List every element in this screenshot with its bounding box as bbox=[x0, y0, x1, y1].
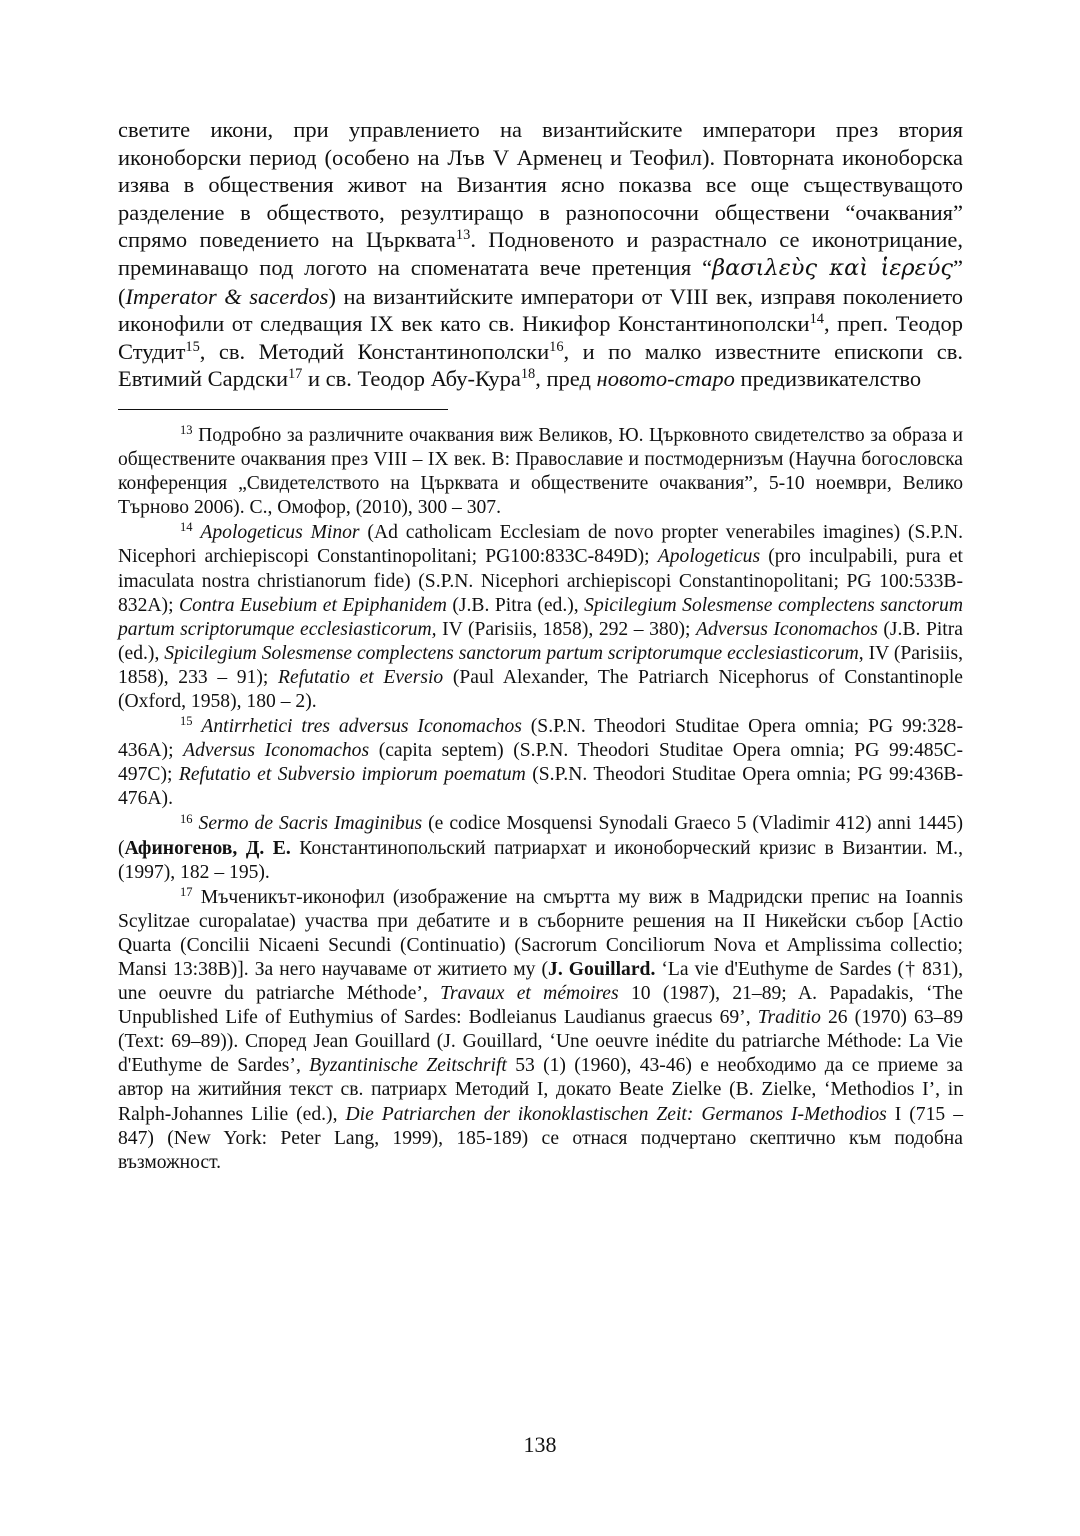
footnote-text: 53 (1) (1960), 43-46) е необходимо да се приеме за автор на житийния текст св. патриарх Методий I, докато Beate Zielke (B. Zielke, ‘Methodios I’, in Ralph-Johannes Lilie (ed.), bbox=[118, 1055, 963, 1125]
footnote-text: (S.P.N. Theodori Studitae Opera omnia; PG 99:328-436A); bbox=[118, 716, 963, 762]
footnote-ref-17[interactable]: 17 bbox=[287, 366, 303, 383]
emphasis-phrase: новото-старо bbox=[596, 366, 735, 392]
footnote-text: (e codice Mosquensi Synodali Graeco 5 (Vladimir 412) anni 1445) ( bbox=[118, 813, 963, 859]
footnote-title: Adversus Iconomachos bbox=[183, 740, 370, 762]
footnote-title: Antirrhetici tres adversus Iconomachos bbox=[201, 716, 522, 738]
footnote-author: Афиногенов, Д. Е. bbox=[124, 837, 291, 859]
footnote-number: 17 bbox=[180, 884, 193, 899]
footnote-divider bbox=[118, 409, 448, 410]
page-content bbox=[118, 116, 963, 1176]
body-text-span: . Подновеното и разрастнало се иконотрицание, преминаващо под логото на споменатата вече претенция “ bbox=[118, 227, 964, 280]
footnote-title: Spicilegium Solesmense complectens sanctorum partum scriptorumque ecclesiasticorum bbox=[164, 642, 859, 664]
greek-phrase: βασιλεὺς καὶ ἱερεύς bbox=[712, 254, 953, 281]
body-text-span: светите икони, при управлението на византийските императори през втория иконоборски период (особено на Лъв V Арменец и Теофил). Повторната иконоборска изява в обществения живот на Византия ясно показва все още съществуващото разделение в обществото, резултиращо в разнопосочни обществени “очаквания” спрямо поведението на Църквата bbox=[118, 117, 963, 253]
footnote-text: I (715 – 847) (New York: Peter Lang, 1999), 185-189) се отнася подчертано скептично към подобна възможност. bbox=[118, 1103, 963, 1173]
body-text-span: , преп. Теодор Студит bbox=[118, 311, 963, 364]
footnote-16 bbox=[118, 812, 963, 884]
footnote-text: 10 (1987), 21–89; A. Papadakis, ‘The Unpublished Life of Euthymius of Sardes: Bodleianus Laudianus graecus 69’, bbox=[118, 983, 963, 1029]
footnote-17 bbox=[118, 886, 963, 1175]
footnote-title: Sermo de Sacris Imaginibus bbox=[198, 813, 423, 835]
footnote-text: Константинопольский патриархат и иконоборческий кризис в Византии. М., (1997), 182 – 195). bbox=[118, 837, 963, 883]
footnote-text: Подробно за различните очаквания виж Великов, Ю. Църковното свидетелство за образа и обществените очаквания през VIII – IX век. В: Православие и постмодернизъм (Научна богословска конференция „Свидетелството на Църквата и обществените очаквания”, 5-10 ноември, Велико Търново 2006). С., Омофор, (2010), 300 – 307. bbox=[118, 424, 963, 519]
body-text-span: , и по малко известните епископи св. Евтимий Сардски bbox=[118, 338, 964, 392]
footnote-title: Apologeticus bbox=[657, 546, 761, 568]
footnote-title: Adversus Iconomachos bbox=[696, 618, 878, 640]
latin-phrase: Imperator & sacerdos bbox=[125, 283, 329, 309]
footnote-text: , IV (Parisiis, 1858), 233 – 91); bbox=[118, 642, 963, 688]
footnote-text: (capita septem) (S.P.N. Theodori Studitae Opera omnia; PG 99:485C-497C); bbox=[118, 740, 963, 786]
footnote-text: ‘La vie d'Euthyme de Sardes († 831), une oeuvre du patriarche Méthode’, bbox=[118, 959, 963, 1005]
footnote-title: Travaux et mémoires bbox=[440, 983, 619, 1005]
body-text-span: , св. Методий Константинополски bbox=[199, 338, 550, 364]
footnote-ref-14[interactable]: 14 bbox=[809, 311, 824, 328]
body-text-span: ) на византийските императори от VIII век, изправя поколението иконофили от следващия IX век като св. Никифор Константинополски bbox=[118, 283, 963, 337]
footnote-13 bbox=[118, 424, 963, 520]
footnote-text: (S.P.N. Theodori Studitae Opera omnia; PG 99:436B-476A). bbox=[118, 764, 964, 810]
footnote-number: 13 bbox=[180, 423, 193, 438]
footnote-title: Byzantinische Zeitschrift bbox=[309, 1055, 507, 1077]
body-text-span: предизвикателство bbox=[734, 366, 922, 392]
footnote-text: 26 (1970) 63–89 (Text: 69–89)). Според Jean Gouillard (J. Gouillard, ‘Une oeuvre inédite du patriarche Méthode: La Vie d'Euthyme de Sardes’, bbox=[118, 1007, 964, 1077]
footnote-ref-15[interactable]: 15 bbox=[185, 338, 200, 355]
footnote-text: IV (Parisiis, 1858), 292 – 380); bbox=[436, 618, 696, 640]
footnote-title: Contra Eusebium et Epiphanidem bbox=[179, 594, 447, 616]
footnote-title: Die Patriarchen der ikonoklastischen Zeit: Germanos I-Methodios bbox=[345, 1103, 887, 1125]
footnote-number: 16 bbox=[180, 811, 193, 826]
footnote-title: Apologeticus Minor bbox=[200, 522, 360, 544]
body-text-span: , пред bbox=[535, 366, 597, 392]
footnote-ref-16[interactable]: 16 bbox=[549, 338, 564, 355]
main-paragraph bbox=[118, 116, 963, 393]
footnote-number: 14 bbox=[180, 520, 193, 535]
footnote-title: Traditio bbox=[757, 1007, 821, 1029]
page-number: 138 bbox=[523, 1432, 557, 1457]
footnote-14 bbox=[118, 521, 963, 714]
footnote-text: (J.B. Pitra (ed.), bbox=[446, 594, 585, 616]
footnote-15 bbox=[118, 715, 963, 811]
footnote-text: (Ad catholicam Ecclesiam de novo propter venerabiles imagines) (S.P.N. Nicephori archiepiscopi Constantinopolitani; PG100:833C-849D); bbox=[118, 522, 963, 568]
footnote-text: (Paul Alexander, The Patriarch Nicephorus of Constantinople (Oxford, 1958), 180 – 2). bbox=[118, 666, 964, 712]
footnote-ref-18[interactable]: 18 bbox=[520, 366, 536, 383]
body-text-span: ” ( bbox=[118, 254, 963, 309]
footnote-number: 15 bbox=[180, 714, 193, 729]
footnote-text: (J.B. Pitra (ed.), bbox=[118, 618, 963, 664]
footnote-author: J. Gouillard. bbox=[548, 959, 656, 980]
footnote-ref-13[interactable]: 13 bbox=[455, 227, 471, 244]
body-text-span: и св. Теодор Абу-Кура bbox=[302, 366, 521, 392]
footnote-text: Мъченикът-иконофил (изображение на смъртта му виж в Мадридски препис на Ioannis Scylitzae curopalatae) участва при дебатите и в съборните решения на II Никейски събор [Actio Quarta (Concilii Nicaeni Secundi (Continuatio) (Sacrorum Conciliorum Nova et Amplissima collectio; Mansi 13:38B)]. За него научаваме от житието му ( bbox=[118, 886, 963, 980]
footnote-title: Refutatio et Subversio impiorum poematum bbox=[178, 764, 526, 786]
footnote-text: (pro inculpabili, pura et imaculata nostra christianorum fide) (S.P.N. Nicephori archiepiscopi Constantinopolitani; PG 100:533B-832A); bbox=[118, 546, 963, 616]
footnote-title: Spicilegium Solesmense complectens sanctorum partum scriptorumque ecclesiasticorum, bbox=[118, 594, 963, 640]
footnote-title: Refutatio et Eversio bbox=[278, 666, 444, 688]
